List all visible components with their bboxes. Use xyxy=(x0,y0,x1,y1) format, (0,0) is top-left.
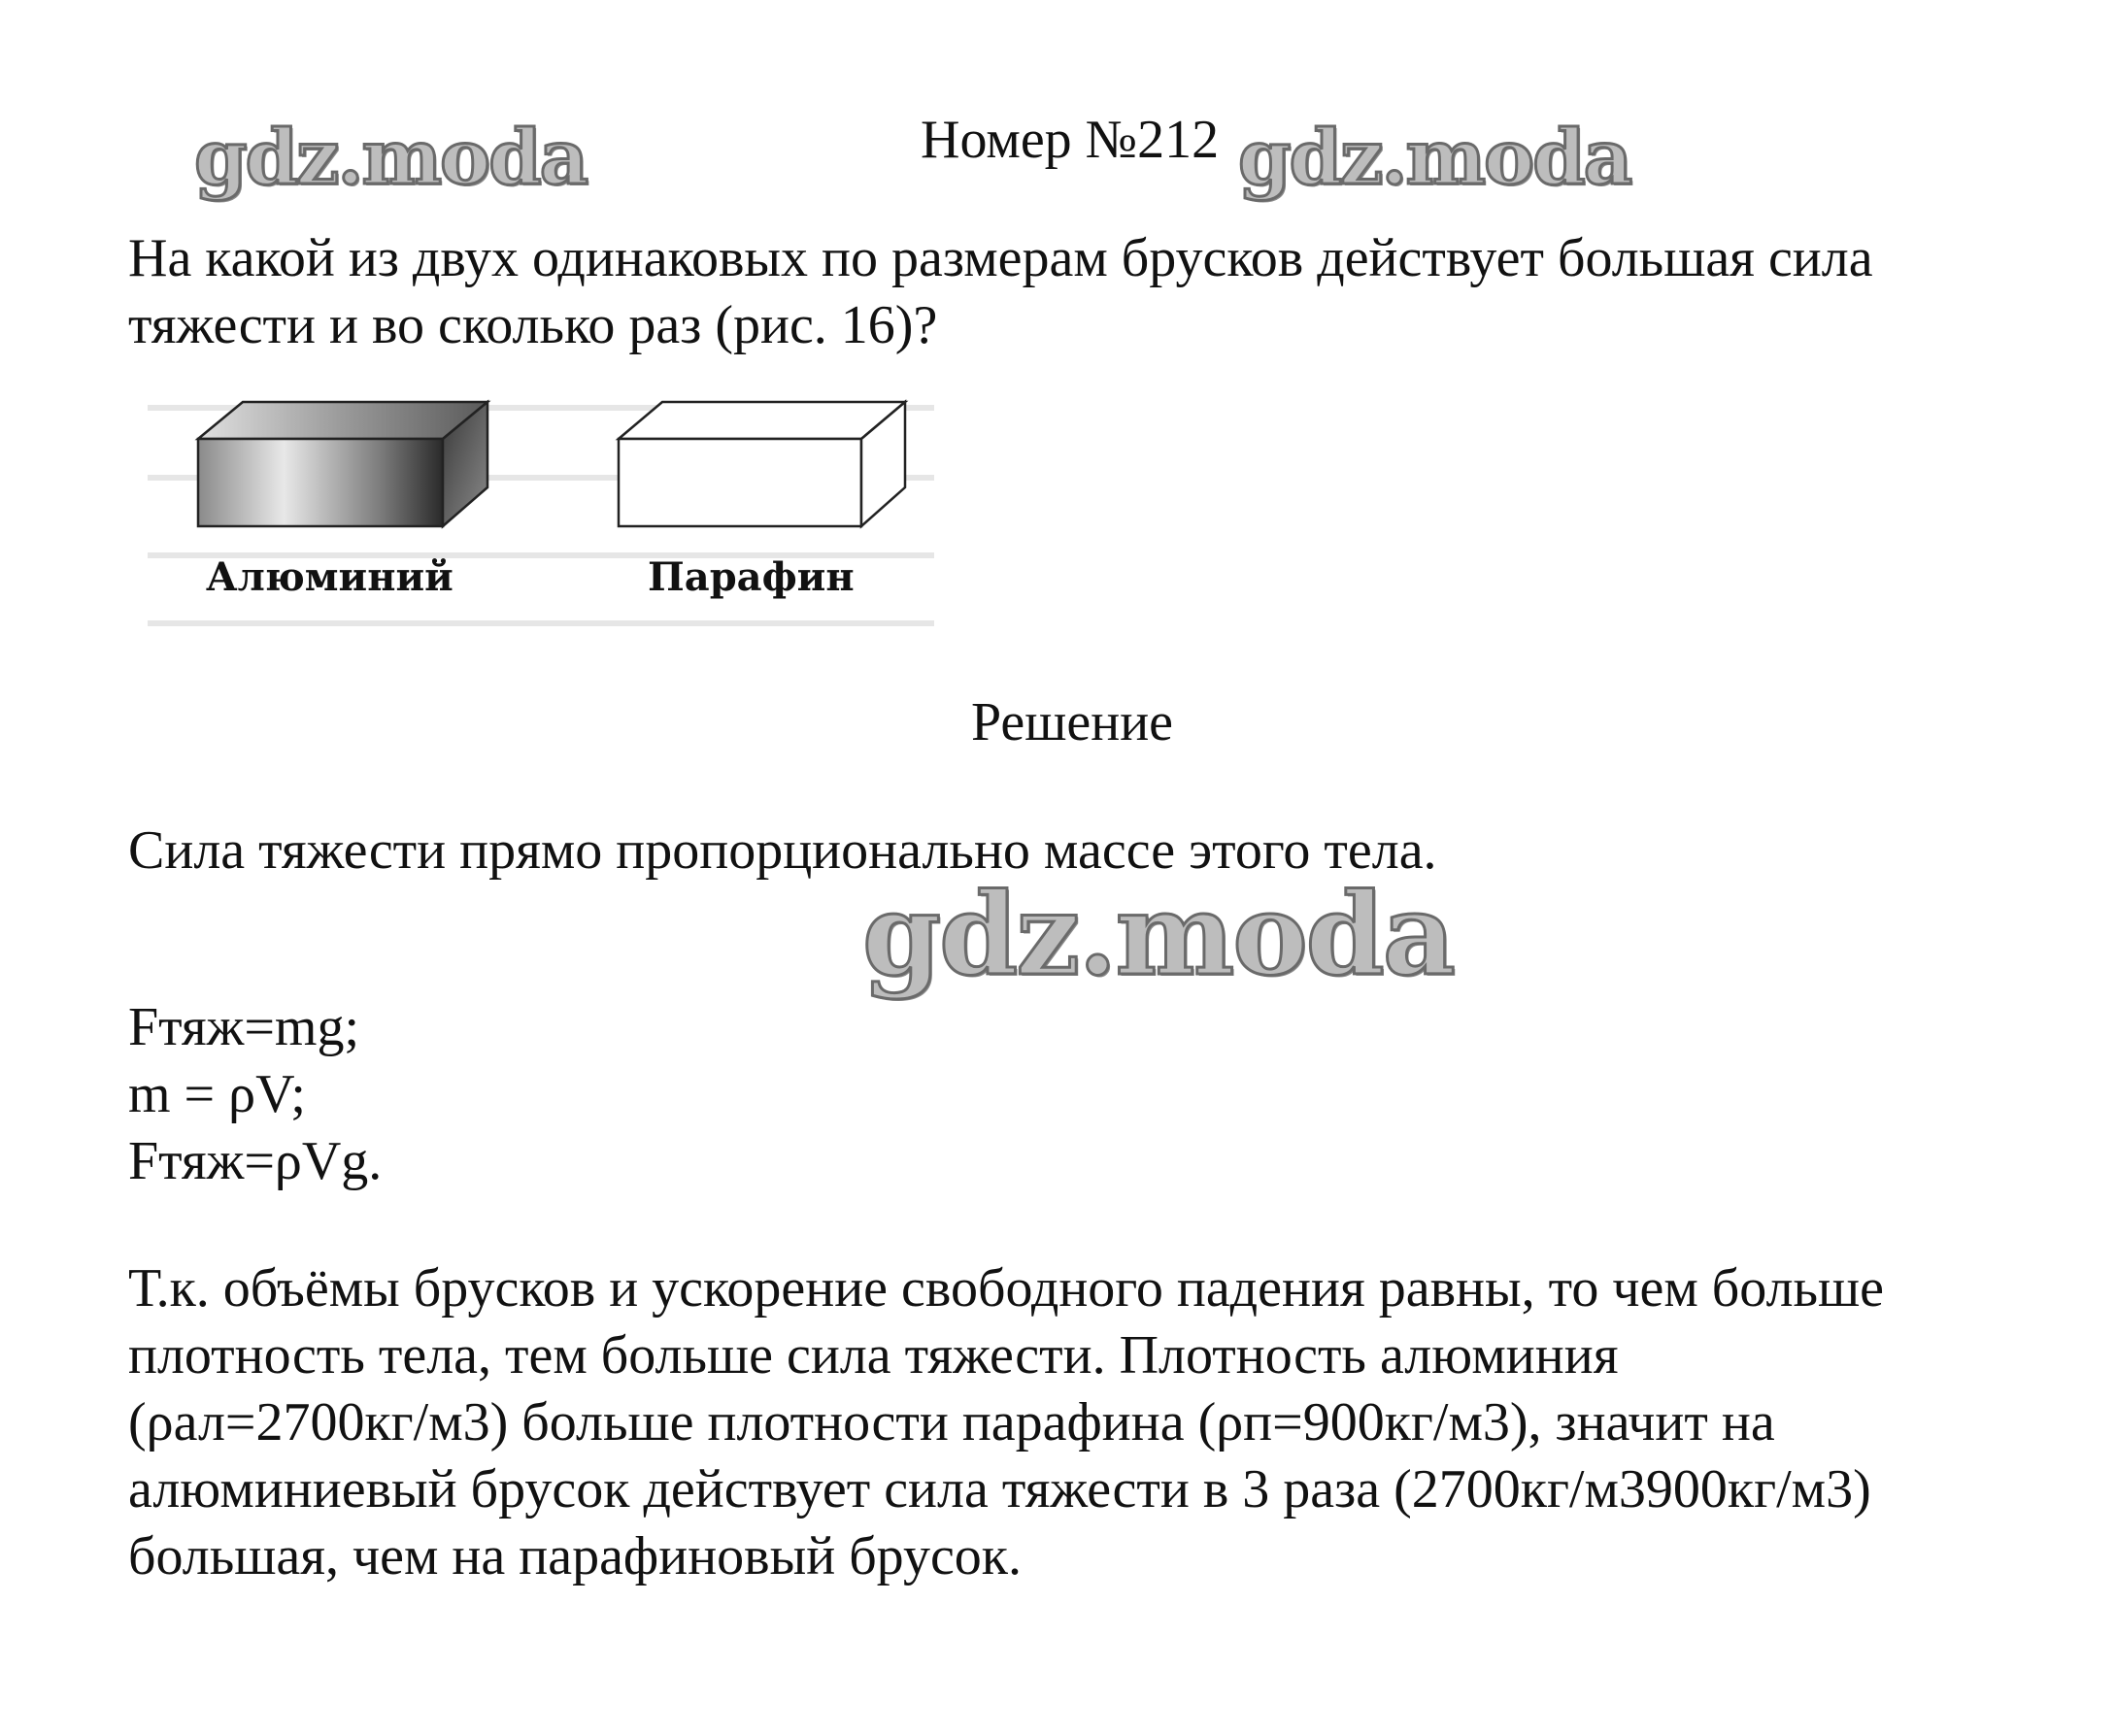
watermark: gdz.moda xyxy=(862,869,1454,1001)
formula-line: Fтяж=mg; xyxy=(128,997,360,1057)
figure-label-paraffin: Парафин xyxy=(648,554,855,600)
paraffin-block-image xyxy=(619,402,905,526)
question-line: тяжести и во сколько раз (рис. 16)? xyxy=(128,295,938,355)
solution-statement: Сила тяжести прямо пропорционально массе этого тела. xyxy=(128,820,1437,881)
question-text xyxy=(128,225,1873,359)
solution-explanation xyxy=(128,1255,1884,1590)
page-title: Номер №212 xyxy=(921,110,1220,170)
explanation-line: плотность тела, тем больше сила тяжести. Плотность алюминия xyxy=(128,1325,1619,1385)
watermark: gdz.moda xyxy=(1238,114,1631,202)
formula-list xyxy=(128,994,382,1195)
solution-heading: Решение xyxy=(971,692,1174,752)
watermark: gdz.moda xyxy=(194,114,588,202)
formula-line: m = ρV; xyxy=(128,1064,306,1124)
explanation-line: (ρал=2700кг/м3) больше плотности парафина (ρп=900кг/м3), значит на xyxy=(128,1392,1775,1452)
explanation-line: Т.к. объёмы брусков и ускорение свободного падения равны, то чем больше xyxy=(128,1258,1885,1319)
explanation-line: большая, чем на парафиновый брусок. xyxy=(128,1526,1023,1586)
aluminium-block-image xyxy=(198,402,487,526)
formula-line: Fтяж=ρVg. xyxy=(128,1131,383,1191)
question-line: На какой из двух одинаковых по размерам брусков действует большая сила xyxy=(128,228,1873,288)
figure-label-aluminium: Алюминий xyxy=(206,554,453,600)
explanation-line: алюминиевый брусок действует сила тяжести в 3 раза (2700кг/м3900кг/м3) xyxy=(128,1459,1871,1519)
figure-blocks xyxy=(128,390,954,633)
